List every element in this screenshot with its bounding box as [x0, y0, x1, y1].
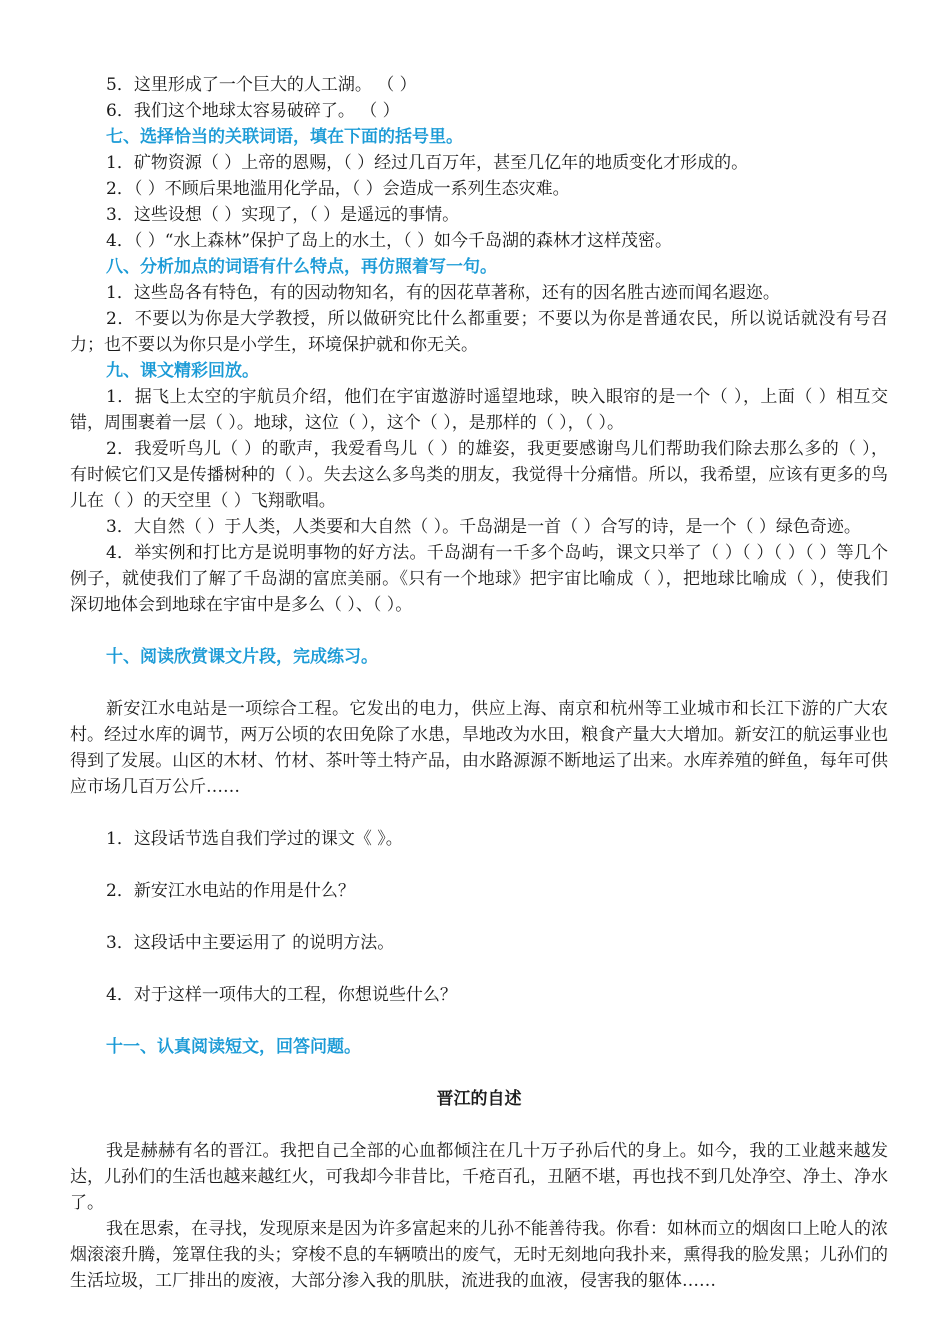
s7-q1: 1．矿物资源（ ）上帝的恩赐，（ ）经过几百万年，甚至几亿年的地质变化才形成的。	[106, 153, 749, 173]
s8-q1: 1．这些岛各有特色，有的因动物知名，有的因花草著称，还有的因名胜古迹而闻名遐迩。	[106, 283, 780, 303]
s10-passage: 新安江水电站是一项综合工程。它发出的电力，供应上海、南京和杭州等工业城市和长江下游的广大农村。经过水库的调节，两万公顷的农田免除了水患，旱地改为水田，粮食产量大大增加。新安江的航运事业也得到了发展。山区的木材、竹材、茶叶等土特产品，由水路源源不断地运了出来。水库养殖的鲜鱼，每年可供应市场几百万公斤……	[70, 699, 888, 797]
s10-q2: 2．新安江水电站的作用是什么？	[106, 881, 355, 901]
s10-q1: 1．这段话节选自我们学过的课文《 》。	[106, 829, 403, 849]
s9-q2: 2．我爱听鸟儿（ ）的歌声，我爱看鸟儿（ ）的雄姿，我更要感谢鸟儿们帮助我们除去那么多的（ ），有时候它们又是传播树种的（ ）。失去这么多鸟类的朋友，我觉得十分痛惜。所以，我希望，应该有更多的鸟儿在（ ）的天空里（ ）飞翔歌唱。	[70, 439, 888, 511]
section-11-heading: 十一、认真阅读短文，回答问题。	[106, 1037, 361, 1057]
s8-q2: 2．不要以为你是大学教授，所以做研究比什么都重要；不要以为你是普通农民，所以说话就没有号召力；也不要以为你只是小学生，环境保护就和你无关。	[70, 309, 888, 355]
s9-q4: 4．举实例和打比方是说明事物的好方法。千岛湖有一千多个岛屿，课文只举了（ ）（ ）（ ）（ ）等几个例子，就使我们了解了千岛湖的富庶美丽。《只有一个地球》把宇宙比喻成（ ），把地球比喻成（ ），使我们深切地体会到地球在宇宙中是多么（ ）、（ ）。	[70, 543, 888, 615]
s9-q1: 1．据飞上太空的宇航员介绍，他们在宇宙遨游时遥望地球，映入眼帘的是一个（ ），上面（ ）相互交错，周围裹着一层（ ）。地球，这位（ ），这个（ ），是那样的（ ），（ ）。	[70, 387, 888, 433]
article-paragraph-2: 我在思索，在寻找，发现原来是因为许多富起来的儿孙不能善待我。你看：如林而立的烟囱口上呛人的浓烟滚滚升腾，笼罩住我的头；穿梭不息的车辆喷出的废气，无时无刻地向我扑来，熏得我的脸发黑；儿孙们的生活垃圾，工厂排出的废液，大部分渗入我的肌肤，流进我的血液，侵害我的躯体……	[70, 1219, 888, 1291]
section-10-heading: 十、阅读欣赏课文片段，完成练习。	[106, 647, 378, 667]
article-title: 晋江的自述	[436, 1089, 522, 1109]
section-7-heading: 七、选择恰当的关联词语，填在下面的括号里。	[106, 127, 463, 147]
s7-q4: 4．（ ）“水上森林”保护了岛上的水土，（ ）如今千岛湖的森林才这样茂密。	[106, 231, 673, 251]
section-9-heading: 九、课文精彩回放。	[106, 361, 259, 381]
s6-q6: 6．我们这个地球太容易破碎了。 （ ）	[106, 101, 400, 121]
section-8-heading: 八、分析加点的词语有什么特点，再仿照着写一句。	[106, 257, 497, 277]
worksheet-page	[70, 72, 888, 1294]
s6-q5: 5．这里形成了一个巨大的人工湖。 （ ）	[106, 75, 417, 95]
article-paragraph-1: 我是赫赫有名的晋江。我把自己全部的心血都倾注在几十万子孙后代的身上。如今，我的工业越来越发达，儿孙们的生活也越来越红火，可我却今非昔比，千疮百孔，丑陋不堪，再也找不到几处净空、净土、净水了。	[70, 1141, 888, 1213]
s10-q4: 4．对于这样一项伟大的工程，你想说些什么？	[106, 985, 457, 1005]
s7-q2: 2．（ ）不顾后果地滥用化学品，（ ）会造成一系列生态灾难。	[106, 179, 570, 199]
s7-q3: 3．这些设想（ ）实现了，（ ）是遥远的事情。	[106, 205, 460, 225]
s10-q3: 3．这段话中主要运用了 的说明方法。	[106, 933, 395, 953]
s9-q3: 3．大自然（ ）于人类，人类要和大自然（ ）。千岛湖是一首（ ）合写的诗，是一个（ ）绿色奇迹。	[106, 517, 861, 537]
